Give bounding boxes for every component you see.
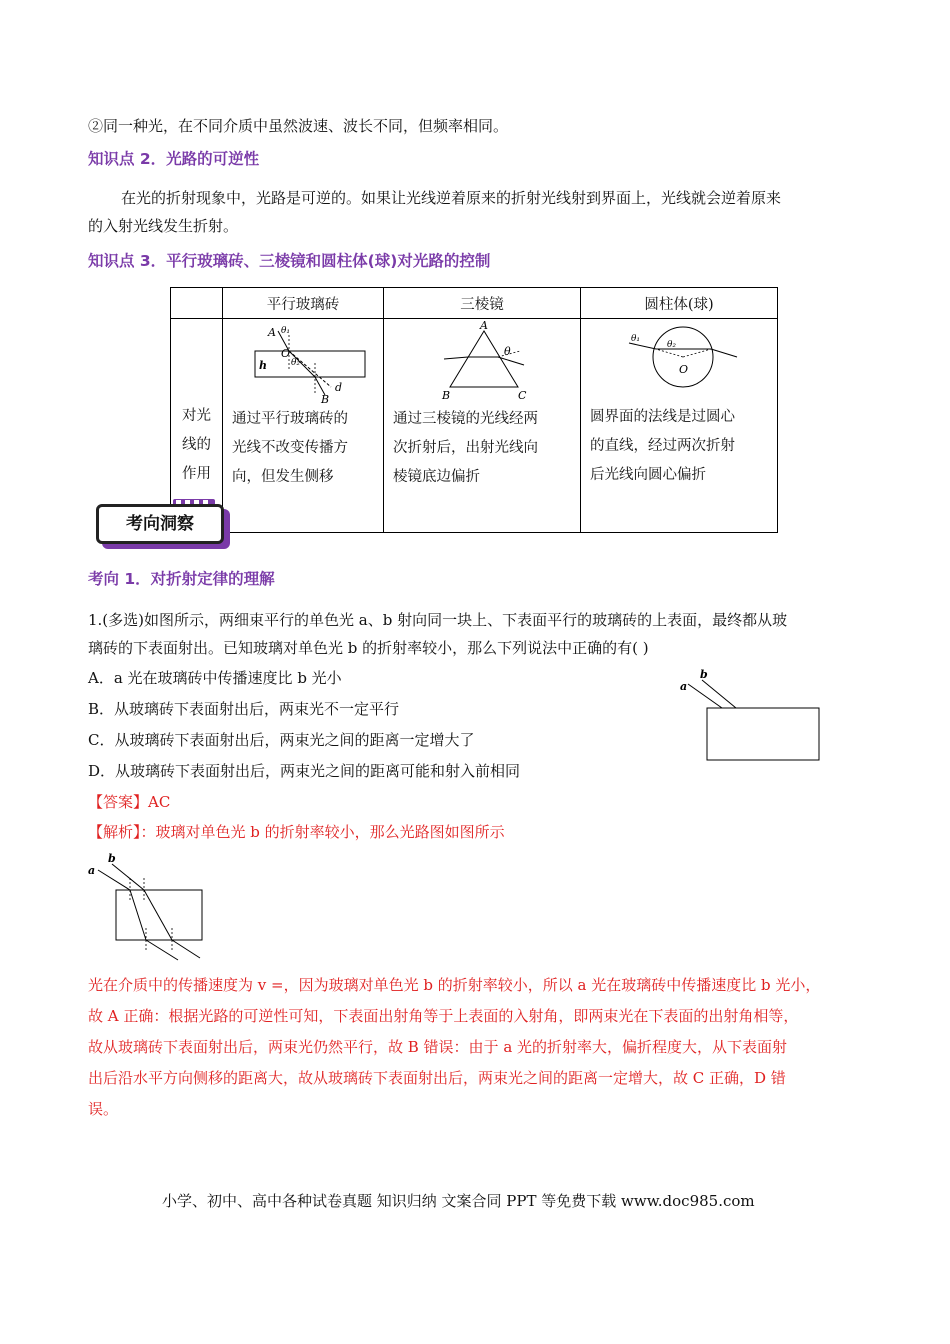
intro-line: ②同一种光，在不同介质中虽然波速、波长不同，但频率相同。 <box>88 117 509 135</box>
analysis-line5: 误。 <box>88 1100 119 1118</box>
header-prism: 三棱镜 <box>384 288 581 319</box>
col3-text-2: 的直线，经过两次折射 <box>590 438 735 454</box>
analysis-line1: 光在介质中的传播速度为 v =，因为玻璃对单色光 b 的折射率较小，所以 a 光在玻璃砖中传播速度比 b 光小， <box>88 976 821 994</box>
kp2-paragraph-line2: 的入射光线发生折射。 <box>88 217 239 235</box>
kp3-heading: 知识点 3．平行玻璃砖、三棱镜和圆柱体(球)对光路的控制 <box>88 252 491 270</box>
fig2-label-theta: θ <box>504 345 511 358</box>
parallel-glass-figure <box>223 319 383 403</box>
analysis-line4: 出后沿水平方向侧移的距离大，故从玻璃砖下表面射出后，两束光之间的距离一定增大，故 C 正确，D 错 <box>88 1069 786 1087</box>
col3-text-1: 圆界面的法线是过圆心 <box>590 409 735 425</box>
cylinder-figure <box>581 319 777 395</box>
fig1-label-theta1: θ₁ <box>281 326 291 336</box>
option-b: B．从玻璃砖下表面射出后，两束光不一定平行 <box>88 700 400 718</box>
fig1-label-d: d <box>335 381 343 394</box>
fig1-label-A: A <box>268 326 276 339</box>
col1-text-1: 通过平行玻璃砖的 <box>232 411 348 427</box>
answer: 【答案】AC <box>88 793 171 811</box>
cell-parallel-glass <box>223 319 384 533</box>
fig1-label-O: O <box>281 347 291 360</box>
analysis-head: 【解析】：玻璃对单色光 b 的折射率较小，那么光路图如图所示 <box>88 823 505 841</box>
option-c: C．从玻璃砖下表面射出后，两束光之间的距离一定增大了 <box>88 731 475 749</box>
question-figure <box>672 664 822 764</box>
question-line1: 1.(多选)如图所示，两细束平行的单色光 a、b 射向同一块上、下表面平行的玻璃砖的上表面，最终都从玻 <box>88 611 788 629</box>
header-cylinder: 圆柱体(球) <box>581 288 778 319</box>
fig2-label-B: B <box>442 389 451 402</box>
question-line2: 璃砖的下表面射出。已知玻璃对单色光 b 的折射率较小，那么下列说法中正确的有( ) <box>88 639 649 657</box>
qfig-label-b: b <box>700 668 708 681</box>
direction1-heading: 考向 1．对折射定律的理解 <box>88 570 275 588</box>
col2-text-3: 棱镜底边偏折 <box>393 469 480 485</box>
fig2-label-A: A <box>480 319 488 332</box>
kp2-heading: 知识点 2．光路的可逆性 <box>88 150 260 168</box>
header-parallel-glass: 平行玻璃砖 <box>223 288 384 319</box>
col3-text-3: 后光线向圆心偏折 <box>590 467 706 483</box>
cell-prism <box>384 319 581 533</box>
light-path-figure <box>86 850 216 962</box>
path-label-a: a <box>88 864 96 877</box>
fig3-label-theta2: θ₂ <box>667 340 677 350</box>
footer: 小学、初中、高中各种试卷真题 知识归纳 文案合同 PPT 等免费下载 www.doc985.com <box>162 1192 755 1210</box>
col1-text-3: 向，但发生侧移 <box>232 469 334 485</box>
analysis-line2: 故 A 正确：根据光路的可逆性可知，下表面出射角等于上表面的入射角，即两束光在下表面的出射角相等， <box>88 1007 799 1025</box>
analysis-line3: 故从玻璃砖下表面射出后，两束光仍然平行，故 B 错误：由于 a 光的折射率大，偏折程度大，从下表面射 <box>88 1038 788 1056</box>
prism-figure <box>384 319 580 403</box>
fig2-label-C: C <box>518 389 527 402</box>
cell-cylinder <box>581 319 778 533</box>
col2-text-2: 次折射后，出射光线向 <box>393 440 538 456</box>
option-d: D．从玻璃砖下表面射出后，两束光之间的距离可能和射入前相同 <box>88 762 521 780</box>
optics-table <box>170 287 778 533</box>
table-corner <box>171 288 223 319</box>
fig1-label-B: B <box>321 393 330 403</box>
kp2-paragraph-line1: 在光的折射现象中，光路是可逆的。如果让光线逆着原来的折射光线射到界面上，光线就会逆着原来 <box>121 189 782 207</box>
fig1-label-h: h <box>259 359 267 372</box>
col2-text-1: 通过三棱镜的光线经两 <box>393 411 538 427</box>
fig1-label-theta2: θ₂ <box>291 358 301 368</box>
row-label: 对光 线的 作用 <box>171 319 223 533</box>
qfig-label-a: a <box>680 680 688 693</box>
fig3-label-O: O <box>679 363 689 376</box>
path-label-b: b <box>108 852 116 865</box>
section-badge <box>92 500 226 544</box>
badge-label: 考向洞察 <box>96 504 224 544</box>
fig3-label-theta1: θ₁ <box>631 334 641 344</box>
col1-text-2: 光线不改变传播方 <box>232 440 348 456</box>
option-a: A．a 光在玻璃砖中传播速度比 b 光小 <box>88 669 342 687</box>
